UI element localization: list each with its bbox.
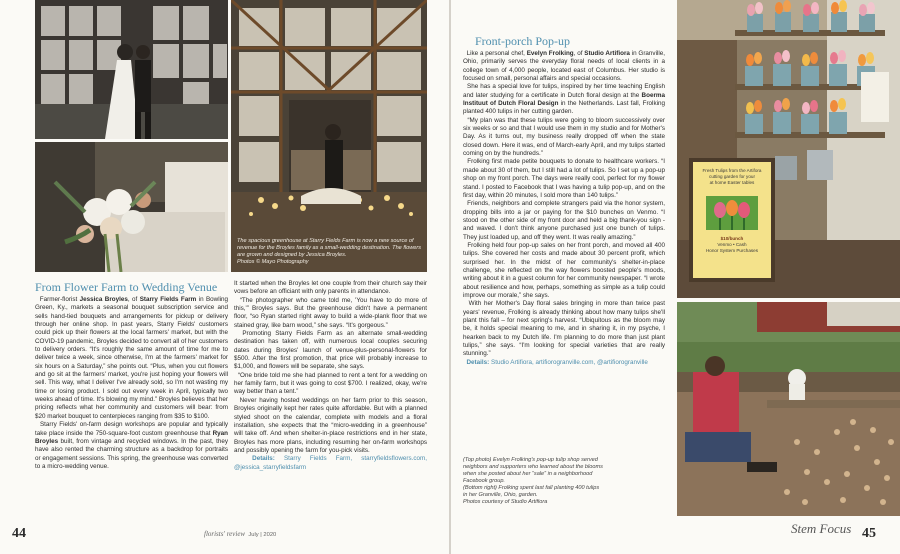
left-page <box>0 0 449 554</box>
couple-greenhouse-photo <box>35 0 228 139</box>
article-column <box>463 34 665 367</box>
caption-line: are grown and designed by Jessica Broyles. <box>237 252 347 258</box>
headline: Front-porch Pop-up <box>475 34 570 48</box>
paragraph: Never having hosted weddings on her farm prior to this season, Broyles originally kept her rates quite affordable. But with a planned styled shoot on the calendar, complete with models and a floral installation, she expects that the “micro-wedding in a greenhouse” will take off. And when shelter-in-place restrictions end in her state, Broyles has more plans, including resuming her on-farm workshops and possibly opening the farm for you-pick visits. <box>234 396 427 454</box>
caption-line: when she posted about her “sale” in a neighborhood <box>463 471 593 477</box>
paragraph: Farmer-florist Jessica Broyles, of Starry Fields Farm in Bowling Green, Ky., markets a seasonal bouquet subscription service and sells hand-tied bouquets and arrangements for pickup or delivery through her online shop. In past years, Starry Fields' customers could pick up their flowers at the local farmers' market, but with the COVID-19 pandemic, Broyles decided to convert all of her customers to delivery orders. “It's roughly the same amount of time for me to deliver twice a week, since otherwise, I'm at the farmers' market for six hours on a Saturday,” she points out. “Plus, when you cut flowers and go sit at the farmers' market, you're just hoping your flowers will sell. This way, what I deliver I've already sold, so I'm not wasting my time or losing product. I sold out every week in April, typically two weeks ahead of time. It's blowing my mind.” Broyles believes that her pricing reflects what her community and customers will bear: from $20 market bouquet to centerpieces ranging from $35 to $100. <box>35 296 229 420</box>
paragraph: Starry Fields' on-farm design workshops are popular and typically take place inside the 750-square-foot custom greenhouse that Ryan Broyles built, from vintage and recycled windows. In the past, they have also rented the charming structure as a backdrop for portraits or engagement sessions. This spring, the greenhouse was converted to a micro-wedding venue. <box>35 421 228 470</box>
paragraph: With her Mother's Day floral sales bringing in more than twice past years' revenue, Frolking is already thinking about how many tulips she'll plant this fall – for next spring's harvest. “Ubiquitous as the bloom may be, it holds special meaning to me, and in sharing it, in my psyche, I hearken back to my Dutch life. I'm planning to do more than just plant tulips,” she says. “I'm looking for special varieties that are really stunning.” <box>463 300 665 358</box>
sign-note: Honor System Purchases <box>705 248 759 253</box>
paragraph: It started when the Broyles let one couple from their church say their vows before an officiant with only parents in attendance. <box>234 280 427 296</box>
footer-issue: July | 2020 <box>248 532 277 538</box>
bride-bouquet-photo <box>35 142 228 272</box>
paragraph: Frolking first made petite bouquets to donate to healthcare workers. “I made about 30 of them, but I still had a lot of tulips. So I set up a pop-up shop on my front porch. The days were really cool, perfect for my flower stand. I posted to Facebook that I was having a tulip pop-up, and on the first day, within 20 minutes, I sold more than 140 tulips.” <box>463 158 665 199</box>
caption-line: (Bottom right) Frolking spent last fall planting 400 tulips <box>463 485 600 491</box>
tulip-popup-photo <box>677 0 900 298</box>
sign-price: $10/bunch <box>720 236 744 241</box>
footer-magazine <box>204 530 276 538</box>
sign-payment: Venmo • Cash <box>717 242 747 247</box>
paragraph: “The photographer who came told me, 'You have to do more of this,'” Broyles says. But the greenhouse didn't have a permanent floor, “so Ryan started right away to build a wide-plank floor that we stained gray, like barn wood,” she says. “It's gorgeous.” <box>234 296 427 329</box>
caption-line: Photos © Mayo Photography <box>237 259 309 265</box>
headline: From Flower Farm to Wedding Venue <box>35 280 218 294</box>
caption-line: (Top photo) Evelyn Frolking's pop-up tulip shop served <box>463 457 598 463</box>
caption-line: neighbors and supporters who learned about the blooms <box>463 464 603 470</box>
wedding-photo-caption <box>237 238 427 266</box>
tulip-sign <box>689 158 775 282</box>
paragraph: Frolking held four pop-up sales on her front porch, and moved all 400 tulips. She covered her costs and made about 30 percent profit, which surprised her. In the midst of her community's shelter-in-place challenge, she reflected on the way flowers boosted people's moods, writing about it in a guest column for her community newspaper. “I wrote about resilience and how, perhaps, something as simple as a tulip could improve our morale,” she says. <box>463 241 666 299</box>
page-number: 45 <box>862 526 876 541</box>
sign-line: at home Easter tables <box>709 180 755 185</box>
paragraph: “One bride told me she had planned to rent a tent for a wedding on her family farm, but it was going to cost $700. I realized, okay, we're way better than a tent.” <box>234 371 427 396</box>
article-column-1 <box>35 280 228 471</box>
caption-line: The spacious greenhouse at Starry Fields Farm is now a new source of <box>237 238 414 244</box>
tulip-photos-caption <box>463 457 673 506</box>
planting-tulips-photo <box>677 302 900 516</box>
sign-line: cutting garden for your <box>709 174 755 179</box>
sign-line: Fresh Tulips from the Artifora <box>702 168 762 173</box>
caption-line: Photos courtesy of Studio Artifiora <box>463 499 548 505</box>
caption-line: Facebook group. <box>463 478 505 484</box>
details-line: Details: Studio Artifiora, artifiorogranville.com, @artifiorogranville <box>466 358 648 366</box>
sign-board <box>693 162 771 278</box>
footer-mag-name: florists' review <box>204 530 246 538</box>
caption-line: revenue for the Broyles family as a small-wedding destination. The flowers <box>237 245 422 251</box>
sign-tulip-drawing <box>702 190 762 234</box>
greenhouse-wedding-photo <box>231 0 427 272</box>
paragraph: Friends, neighbors and complete strangers paid via the honor system, dropping bills into a jar or paying for the $10 bunches on Venmo. “I stood on the other side of my front door and held a big thank-you sign - and waved. I don't think anyone purchased just one bunch of tulips. They just loaded up, and off they went. It was really amazing.” <box>463 200 666 241</box>
right-page <box>451 0 900 554</box>
paragraph: “My plan was that these tulips were going to bloom successively over six weeks or so and that I would use them in my studio and for Mother's Day. As it turns out, my business really dropped off when the state closed down. Here it was, end of March-early April, and my tulips started coming on by the hundreds.” <box>463 116 666 158</box>
stem-focus-logo: Stem Focus <box>791 521 852 536</box>
paragraph: She has a special love for tulips, inspired by her time teaching English and later studying for a certificate in Dutch floral design at the Boerma Instituut of Dutch Floral Design in the Netherlands. Last fall, Frolking planted 400 tulips in her cutting garden. <box>463 83 666 116</box>
caption-line: in her Granville, Ohio, garden. <box>463 492 538 498</box>
paragraph: Like a personal chef, Evelyn Frolking, of Studio Artifiora in Granville, Ohio, primarily serves the everyday floral needs of local clients in a college town of 4,000 people, located east of Columbus. Her studio is focused on small, personal affairs and special occasions. <box>463 50 666 83</box>
page-number: 44 <box>12 526 26 541</box>
paragraph: Promoting Starry Fields Farm as an alternate small-wedding destination has taken off, with numerous local couples securing dates during Broyles' launch of venue-plus-personal-flowers for $500. After the first promotion, that price will probably increase to $1,000, and flowers will be separate, she says. <box>234 330 427 371</box>
article-column-2 <box>234 280 427 472</box>
details-line: Details: Starry Fields Farm, starryfieldsflowers.com, @jessica_starryfieldsfarm <box>234 455 428 471</box>
